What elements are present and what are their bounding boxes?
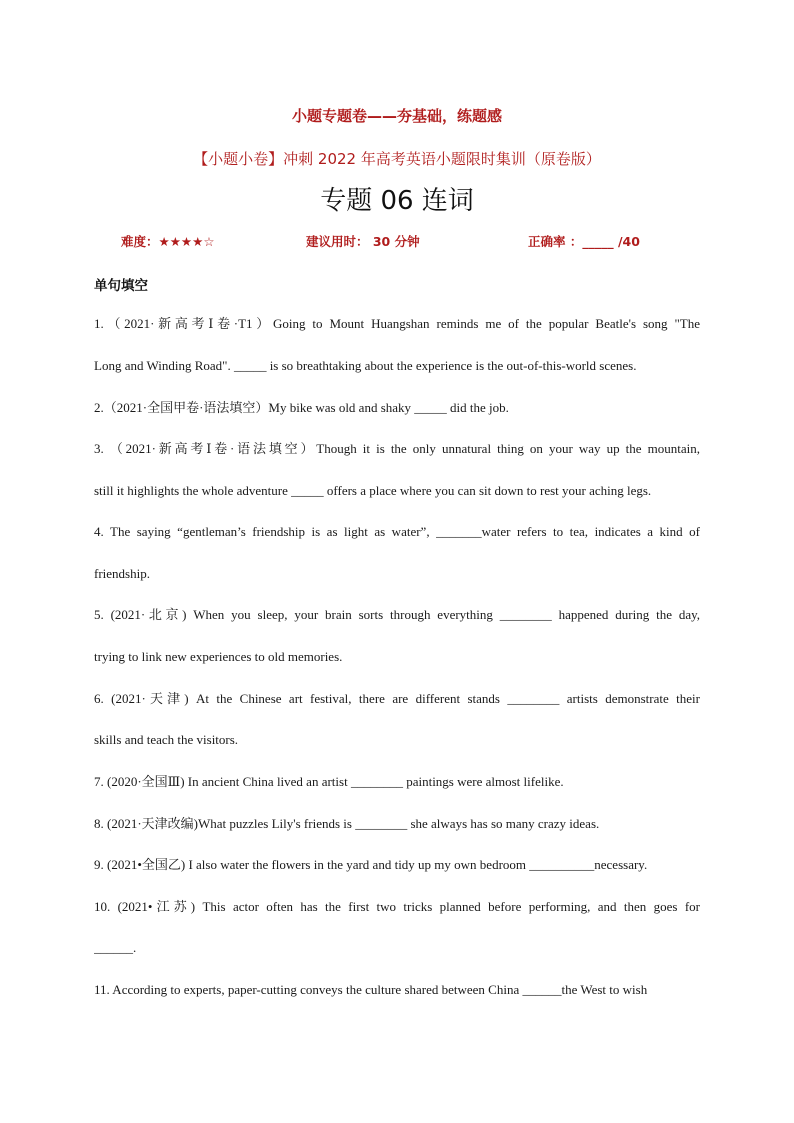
question-line: trying to link new experiences to old memories. bbox=[94, 649, 343, 664]
question-line: ______. bbox=[94, 940, 137, 955]
question-line: 4. The saying “gentleman’s friendship is as light as water”, _______water refers to tea, indicates a kind of bbox=[94, 524, 700, 539]
question-line: 5. (2021·北京) When you sleep, your brain sorts through everything ________ happened during the day, bbox=[94, 607, 700, 622]
question-line: 8. (2021·天津改编)What puzzles Lily's friends is ________ she always has so many crazy ideas. bbox=[94, 816, 600, 831]
question-line: 10. (2021•江苏) This actor often has the first two tricks planned before performing, and then goes for bbox=[94, 899, 700, 914]
question-line: friendship. bbox=[94, 566, 150, 581]
difficulty-label: 难度：★★★★☆ bbox=[121, 234, 215, 249]
question-line: 9. (2021•全国乙) I also water the flowers in the yard and tidy up my own bedroom __________necessary. bbox=[94, 857, 648, 872]
time-label: 建议用时： 30 分钟 bbox=[306, 234, 420, 249]
question-line: 3. （2021·新高考Ⅰ卷·语法填空）Though it is the only unnatural thing on your way up the mountain, bbox=[94, 441, 700, 456]
page-title: 专题 06 连词 bbox=[320, 186, 474, 216]
question-line: Long and Winding Road". _____ is so breathtaking about the experience is the out-of-this-world scenes. bbox=[94, 358, 637, 373]
slogan: 小题专题卷——夯基础，练题感 bbox=[291, 107, 502, 125]
question-line: 1.（2021·新高考Ⅰ卷·T1）Going to Mount Huangshan reminds me of the popular Beatle's song "The bbox=[94, 316, 700, 331]
question-line: 11. According to experts, paper-cutting conveys the culture shared between China ______the West to wish bbox=[94, 982, 648, 997]
question-line: still it highlights the whole adventure _____ offers a place where you can sit down to rest your aching legs. bbox=[94, 483, 652, 498]
question-line: skills and teach the visitors. bbox=[94, 732, 239, 747]
question-line: 2.（2021·全国甲卷·语法填空）My bike was old and shaky _____ did the job. bbox=[94, 400, 509, 415]
question-line: 6. (2021·天津) At the Chinese art festival, there are different stands ________ artists demonstrate their bbox=[94, 691, 700, 706]
section-title: 单句填空 bbox=[94, 278, 148, 294]
question-line: 7. (2020·全国Ⅲ) In ancient China lived an artist ________ paintings were almost lifelike. bbox=[94, 774, 564, 789]
accuracy-label: 正确率 ：_____ /40 bbox=[528, 234, 640, 249]
subtitle: 【小题小卷】冲刺 2022 年高考英语小题限时集训（原卷版） bbox=[193, 150, 601, 168]
